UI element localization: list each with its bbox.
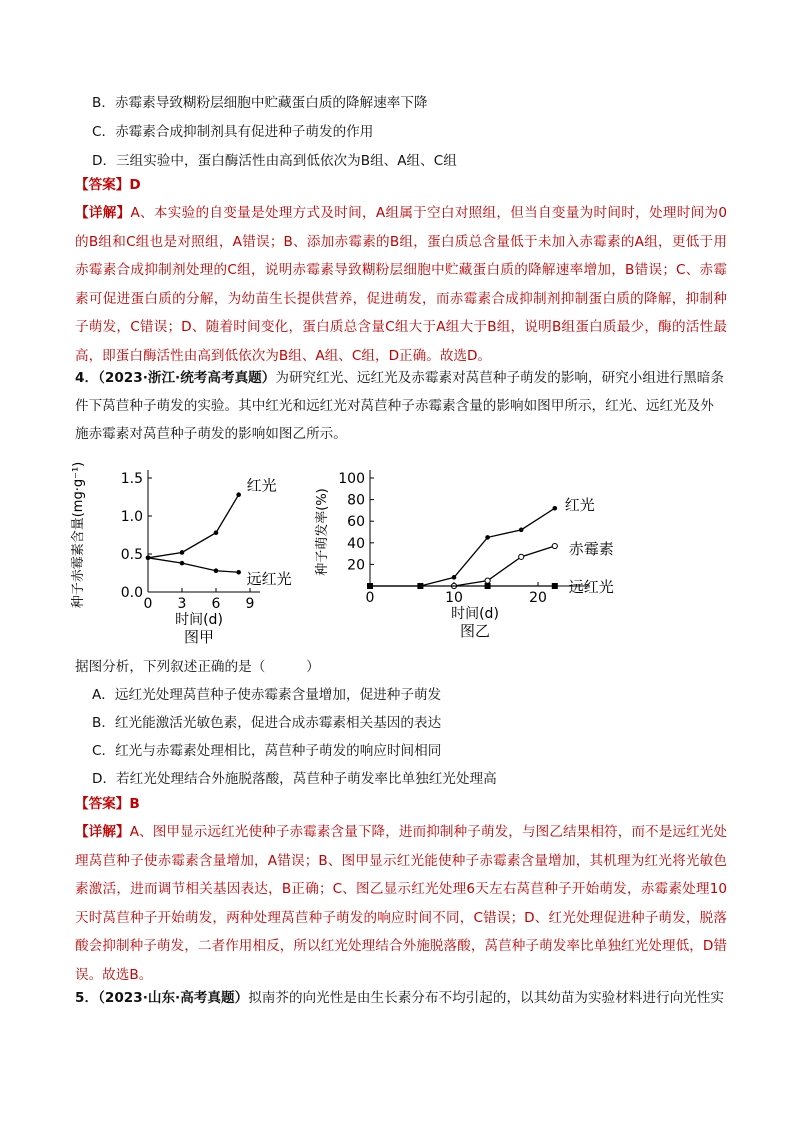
y-axis-label: 种子萌发率(%) — [315, 488, 330, 576]
answer-label: 【答案】 — [75, 177, 130, 193]
x-tick-label: 3 — [177, 596, 187, 612]
data-point — [236, 492, 241, 497]
chart-yi — [310, 460, 640, 650]
series-label: 红光 — [564, 496, 595, 515]
question-stem: 拟南芥的向光性是由生长素分布不均引起的，以其幼苗为实验材料进行向光性实 — [248, 990, 724, 1006]
q4-option-a: A．远红光处理莴苣种子使赤霉素含量增加，促进种子萌发 — [92, 687, 442, 703]
question-source: （2023·山东·高考真题） — [98, 990, 249, 1006]
data-point — [485, 535, 490, 540]
y-axis-label: 种子赤霉素含量(mg·g⁻¹) — [71, 461, 86, 609]
y-tick-label: 1.0 — [120, 509, 143, 525]
y-tick-label: 60 — [347, 514, 365, 531]
data-point — [236, 570, 241, 575]
series-line — [454, 546, 555, 586]
chart-caption: 图甲 — [183, 628, 215, 646]
detail-text: A、图甲显示远红光使种子赤霉素含量下降，进而抑制种子萌发，与图乙结果相符，而不是远红光处理莴苣种子使赤霉素含量增加，A错误；B、图甲显示红光能使种子赤霉素含量增加，其机理为红光将光敏色素激活，进而调节相关基因表达，B正确；C、图乙显示红光处理6天左右莴苣种子开始萌发，赤霉素处理10天时莴苣种子开始萌发，两种处理莴苣种子萌发的响应时间不同，C错误；D、红光处理促进种子萌发，脱落酸会抑制种子萌发，二者作用相反，所以红光处理结合外施脱落酸，莴苣种子萌发率比单独红光处理低，D错误。故选B。 — [75, 824, 728, 983]
x-tick-label: 20 — [529, 590, 547, 606]
chart-caption: 图乙 — [459, 622, 491, 640]
y-tick-label: 80 — [347, 492, 365, 509]
chart-yi-plot — [315, 470, 614, 640]
series-line — [148, 558, 239, 572]
q4-option-c: C．红光与赤霉素处理相比，莴苣种子萌发的响应时间相同 — [92, 743, 442, 759]
q3-option-b: B．赤霉素导致糊粉层细胞中贮藏蛋白质的降解速率下降 — [92, 95, 428, 111]
q3-option-c: C．赤霉素合成抑制剂具有促进种子萌发的作用 — [92, 124, 374, 140]
answer-label: 【答案】 — [75, 796, 130, 812]
question-number: 5． — [75, 990, 99, 1006]
data-point — [367, 583, 373, 589]
detail-text: A、本实验的自变量是处理方式及时间，A组属于空白对照组，但当自变量为时间时，处理时间为0的B组和C组也是对照组，A错误；B、添加赤霉素的B组，蛋白质总含量低于未加入赤霉素的A组，更低于用赤霉素合成抑制剂处理的C组，说明赤霉素导致糊粉层细胞中贮藏蛋白质的降解速率增加，B错误；C、赤霉素可促进蛋白质的分解，为幼苗生长提供营养，促进萌发，而赤霉素合成抑制剂抑制蛋白质的降解，抑制种子萌发，C错误；D、随着时间变化，蛋白质总含量C组大于A组大于B组，说明B组蛋白质最少，酶的活性最高，即蛋白酶活性由高到低依次为B组、A组、C组，D正确。故选D。 — [75, 205, 727, 364]
q4-stem — [75, 364, 727, 448]
q3-option-d: D．三组实验中，蛋白酶活性由高到低依次为B组、A组、C组 — [92, 153, 457, 169]
y-tick-label: 40 — [347, 535, 365, 552]
q4-detail — [75, 818, 727, 989]
x-axis-label: 时间(d) — [175, 612, 223, 628]
y-tick-label: 100 — [338, 471, 365, 487]
data-point — [146, 556, 151, 561]
series-label: 红光 — [246, 476, 277, 495]
data-point — [485, 578, 490, 583]
x-tick-label: 10 — [445, 590, 463, 606]
q5-stem — [75, 984, 727, 1012]
data-point — [553, 506, 558, 511]
q4-option-b: B．红光能激活光敏色素，促进合成赤霉素相关基因的表达 — [92, 715, 442, 731]
q4-answer — [75, 794, 140, 814]
data-point — [552, 583, 558, 589]
series-label: 远红光 — [246, 570, 292, 589]
series-label: 赤霉素 — [568, 540, 614, 559]
data-point — [519, 528, 524, 533]
data-point — [552, 543, 557, 548]
q3-detail — [75, 199, 727, 370]
series-label: 远红光 — [568, 578, 614, 596]
y-tick-label: 1.5 — [120, 471, 143, 487]
x-tick-label: 0 — [365, 590, 375, 606]
chart-jia — [70, 460, 310, 650]
data-point — [214, 530, 219, 535]
question-source: （2023·浙江·统考高考真题） — [98, 370, 276, 386]
series-line — [370, 508, 555, 586]
q3-answer — [75, 175, 141, 195]
chart-jia-plot — [70, 462, 292, 646]
y-tick-label: 0.0 — [120, 585, 143, 601]
data-point — [180, 550, 185, 555]
y-tick-label: 0.5 — [120, 547, 143, 563]
answer-value: D — [129, 177, 141, 193]
question-stem: 为研究红光、远红光及赤霉素对莴苣种子萌发的影响，研究小组进行黑暗条件下莴苣种子萌发的实验。其中红光和远红光对莴苣种子赤霉素含量的影响如图甲所示，红光、远红光及外施赤霉素对莴苣种子萌发的影响如图乙所示。 — [75, 370, 724, 442]
data-point — [452, 575, 457, 580]
data-point — [180, 561, 185, 566]
answer-value: B — [129, 796, 140, 812]
x-tick-label: 0 — [143, 596, 153, 612]
data-point — [485, 583, 491, 589]
x-axis-label: 时间(d) — [451, 606, 499, 622]
data-point — [417, 583, 423, 589]
series-line — [148, 495, 239, 558]
detail-label: 【详解】 — [75, 205, 131, 221]
q4-option-d: D．若红光处理结合外施脱落酸，莴苣种子萌发率比单独红光处理高 — [92, 771, 497, 787]
data-point — [519, 554, 524, 559]
data-point — [214, 568, 219, 573]
x-tick-label: 6 — [211, 596, 221, 612]
y-tick-label: 20 — [347, 557, 365, 574]
x-tick-label: 9 — [245, 596, 255, 612]
detail-label: 【详解】 — [75, 824, 130, 840]
question-number: 4． — [75, 370, 99, 386]
q4-question: 据图分析，下列叙述正确的是（ ） — [75, 659, 320, 675]
